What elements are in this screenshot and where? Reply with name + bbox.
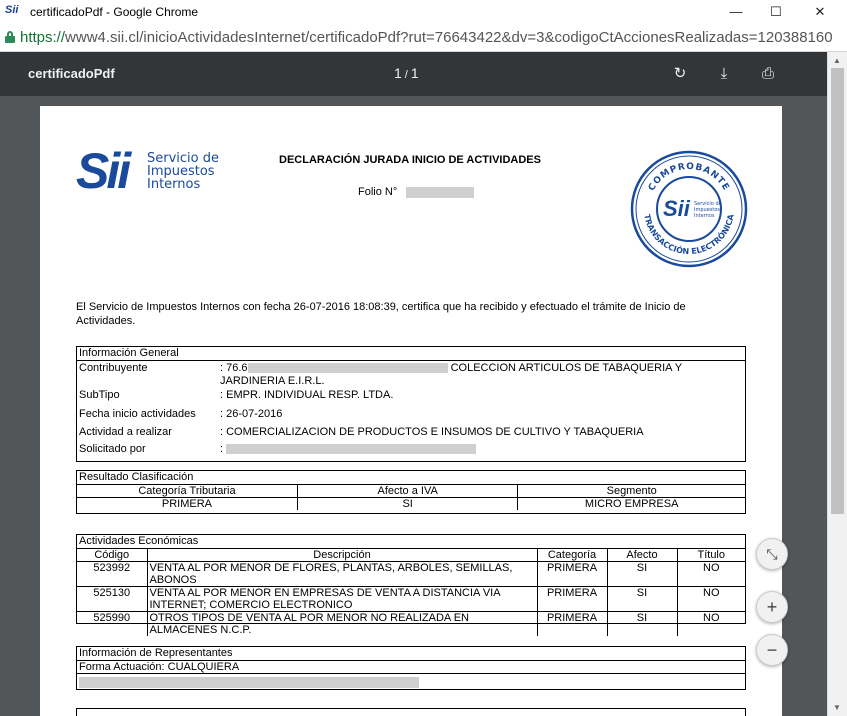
app-icon: Sii <box>5 4 19 16</box>
pdf-toolbar <box>0 52 847 96</box>
col-segmento: Segmento <box>518 485 745 498</box>
cell-categoria: PRIMERA <box>537 612 607 637</box>
cell-afecto: SI <box>607 612 677 637</box>
resultado-header: Resultado Clasificación <box>77 471 745 485</box>
table-row <box>77 587 745 612</box>
actividades-box <box>76 534 746 636</box>
scroll-down-icon[interactable]: ▼ <box>833 703 841 712</box>
fecha-label: Fecha inicio actividades <box>79 408 196 420</box>
actividad-value: : COMERCIALIZACION DE PRODUCTOS E INSUMOS DE CULTIVO Y TABAQUERIA <box>220 426 644 438</box>
solicitado-value <box>220 443 476 456</box>
url-path: www4.sii.cl/inicioActividadesInternet/certificadoPdf?rut=76643422&dv=3&codigoCtAccionesRealizadas=120388160 <box>65 29 833 46</box>
print-icon[interactable]: ⎙ <box>761 65 774 82</box>
cell-descripcion: OTROS TIPOS DE VENTA AL POR MENOR NO REALIZADA EN ALMACENES N.C.P. <box>147 612 537 637</box>
address-bar[interactable] <box>0 24 847 52</box>
contribuyente-value <box>220 362 740 388</box>
logo-line3: Internos <box>147 177 201 192</box>
zoom-out-button[interactable]: − <box>756 634 788 666</box>
page-indicator <box>394 65 419 81</box>
zoom-in-button[interactable]: + <box>756 591 788 623</box>
actividad-label: Actividad a realizar <box>79 426 172 438</box>
folio-label: Folio N° <box>358 186 398 198</box>
cell-codigo: 523992 <box>77 562 147 587</box>
table-row <box>77 562 745 587</box>
sii-logo-text <box>147 152 219 191</box>
pdf-page <box>40 106 782 716</box>
scrollbar[interactable] <box>827 52 847 716</box>
url-scheme: https:// <box>20 29 66 46</box>
lock-icon <box>5 31 15 43</box>
contribuyente-prefix: : 76.6 <box>220 362 248 374</box>
cell-descripcion: VENTA AL POR MENOR EN EMPRESAS DE VENTA A DISTANCIA VIA INTERNET; COMERCIO ELECTRONICO <box>147 587 537 612</box>
document-title: DECLARACIÓN JURADA INICIO DE ACTIVIDADES <box>279 154 541 166</box>
comprobante-seal <box>630 150 748 268</box>
seal-small2: Impuestos <box>694 207 720 213</box>
scroll-up-icon[interactable]: ▲ <box>833 56 841 65</box>
subtipo-label: SubTipo <box>79 389 120 401</box>
actividades-header: Actividades Económicas <box>77 535 745 549</box>
col-afecto: Afecto <box>607 549 677 562</box>
seal-mark: Sii <box>663 196 690 221</box>
seal-top-text: COMPROBANTE <box>646 161 732 193</box>
seal-bottom-text: TRANSACCIÓN ELECTRÓNICA <box>642 213 736 257</box>
info-general-header: Información General <box>77 347 745 361</box>
resultado-box <box>76 470 746 514</box>
page-separator: / <box>404 69 408 81</box>
cell-segmento: MICRO EMPRESA <box>518 498 745 511</box>
cell-afecto: SI <box>607 587 677 612</box>
logo-line2: Impuestos <box>147 164 215 179</box>
representante-row <box>77 674 745 688</box>
fecha-value: : 26-07-2016 <box>220 408 283 420</box>
sii-logo <box>76 142 226 200</box>
subtipo-value: : EMPR. INDIVIDUAL RESP. LTDA. <box>220 389 394 401</box>
cell-titulo: NO <box>677 562 745 587</box>
solicitado-prefix: : <box>220 443 224 455</box>
window-title: certificadoPdf - Google Chrome <box>30 5 199 19</box>
cell-categoria: PRIMERA <box>77 498 297 511</box>
fit-page-icon[interactable]: ⤡ <box>756 538 788 570</box>
resultado-table <box>77 485 745 510</box>
col-descripcion: Descripción <box>147 549 537 562</box>
scroll-thumb[interactable] <box>831 68 844 514</box>
cell-categoria: PRIMERA <box>537 562 607 587</box>
url-text[interactable] <box>20 29 833 46</box>
redacted-rut <box>248 363 448 373</box>
certification-text: El Servicio de Impuestos Internos con fecha 26-07-2016 18:08:39, certifica que ha recibido y efectuado el trámite de Inicio de Actividades. <box>76 301 686 327</box>
download-icon[interactable]: ⤓ <box>720 65 728 82</box>
window-titlebar <box>0 0 847 24</box>
representantes-box <box>76 646 746 690</box>
representantes-header: Información de Representantes <box>77 647 745 661</box>
logo-line1: Servicio de <box>147 151 219 166</box>
resultado-header-row <box>77 485 745 498</box>
redacted-representante <box>79 677 419 688</box>
pdf-filename: certificadoPdf <box>28 66 115 81</box>
pdf-viewer <box>0 96 827 716</box>
contribuyente-label: Contribuyente <box>79 362 148 374</box>
cell-codigo: 525990 <box>77 612 147 637</box>
folio-number <box>358 186 474 198</box>
redacted-solicitante <box>226 444 476 454</box>
info-general-box <box>76 346 746 462</box>
col-categoria: Categoría <box>537 549 607 562</box>
col-categoria: Categoría Tributaria <box>77 485 297 498</box>
table-row <box>77 612 745 637</box>
next-section-box <box>76 708 746 716</box>
solicitado-label: Solicitado por <box>79 443 146 455</box>
cell-afecto: SI <box>607 562 677 587</box>
redacted-folio <box>406 187 474 198</box>
resultado-row <box>77 498 745 511</box>
col-codigo: Código <box>77 549 147 562</box>
maximize-button[interactable]: ☐ <box>770 4 782 19</box>
actividades-header-row <box>77 549 745 562</box>
close-button[interactable]: ✕ <box>814 4 826 19</box>
col-afecto-iva: Afecto a IVA <box>297 485 517 498</box>
cell-categoria: PRIMERA <box>537 587 607 612</box>
minimize-button[interactable]: — <box>729 4 743 19</box>
col-titulo: Título <box>677 549 745 562</box>
cell-titulo: NO <box>677 587 745 612</box>
total-pages: 1 <box>410 65 419 81</box>
rotate-icon[interactable]: ↻ <box>673 65 687 82</box>
cell-codigo: 525130 <box>77 587 147 612</box>
contribuyente-name2: JARDINERIA E.I.R.L. <box>220 375 325 387</box>
cell-descripcion: VENTA AL POR MENOR DE FLORES, PLANTAS, ARBOLES, SEMILLAS, ABONOS <box>147 562 537 587</box>
actividades-table <box>77 549 745 636</box>
seal-small1: Servicio de <box>694 201 722 207</box>
cell-afecto-iva: SI <box>297 498 517 511</box>
seal-small3: Internos <box>694 213 715 219</box>
contribuyente-name: COLECCION ARTICULOS DE TABAQUERIA Y <box>450 362 683 374</box>
sii-logo-mark: Sii <box>76 143 129 199</box>
current-page[interactable]: 1 <box>394 65 402 81</box>
forma-actuacion: Forma Actuación: CUALQUIERA <box>77 661 745 674</box>
cell-titulo: NO <box>677 612 745 637</box>
